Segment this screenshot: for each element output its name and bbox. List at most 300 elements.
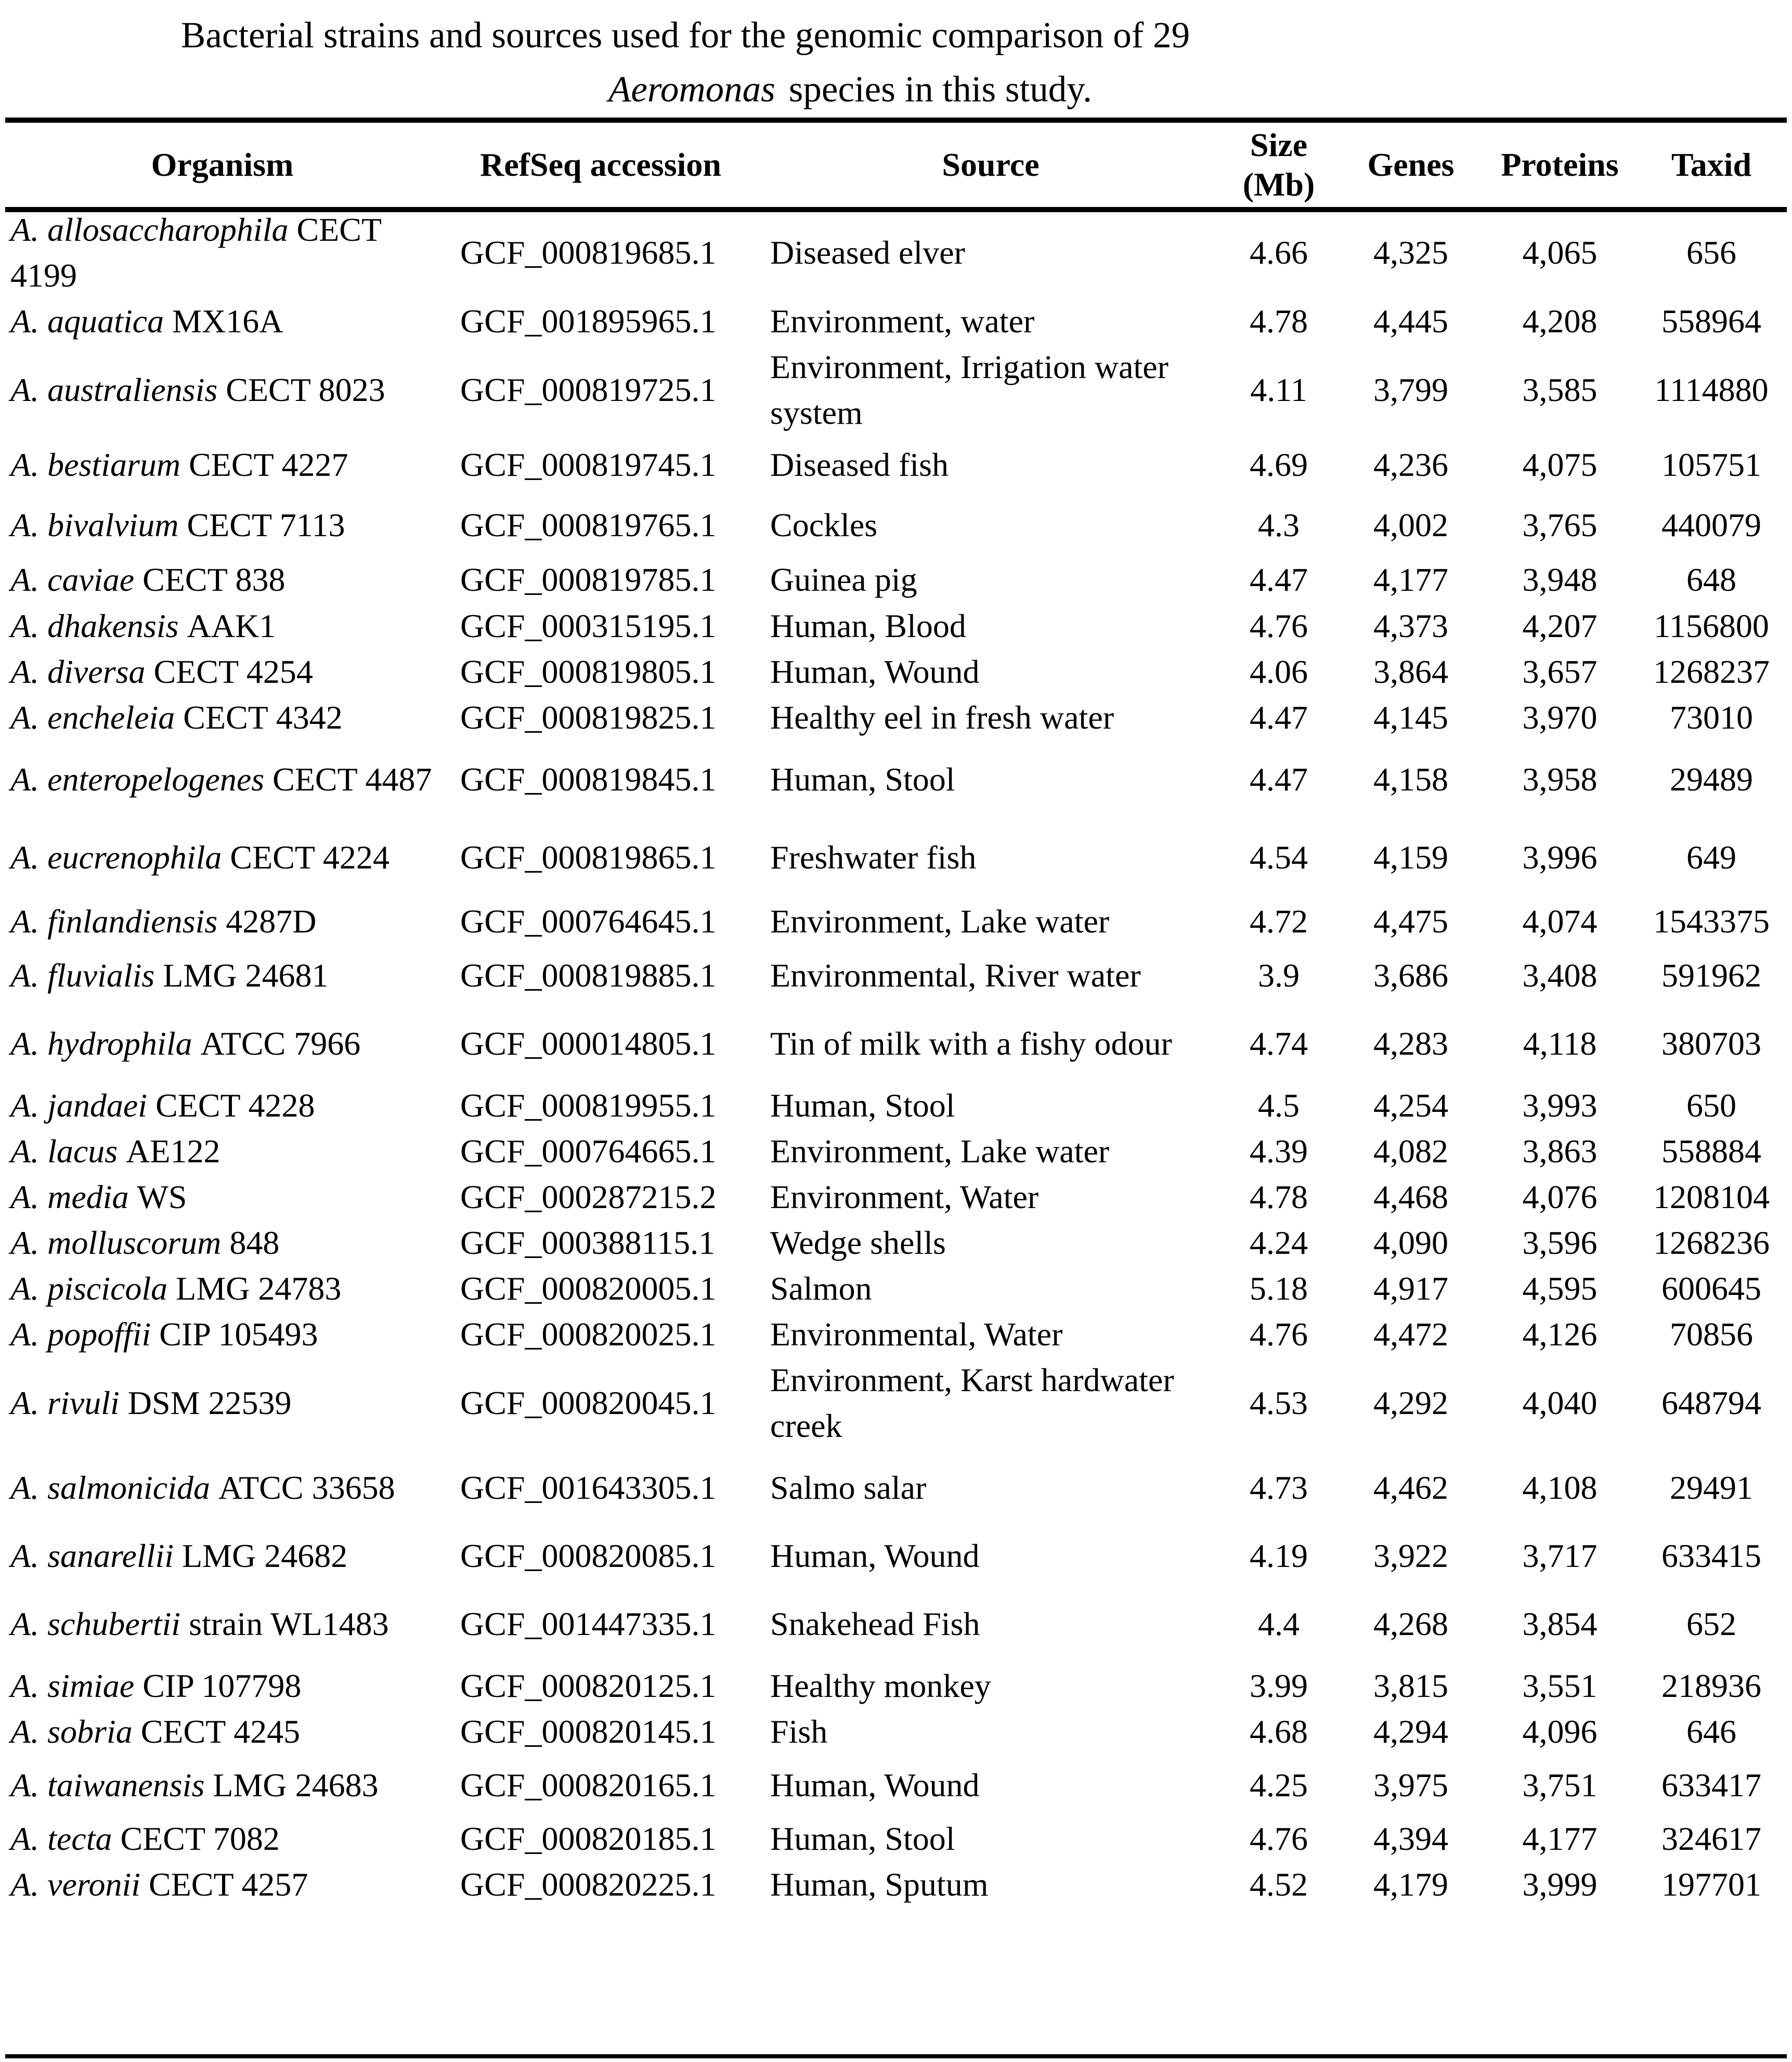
cell-taxid: 650 <box>1686 1087 1736 1124</box>
cell-size: 4.06 <box>1250 653 1308 690</box>
table-row <box>5 946 1787 1005</box>
table-row <box>5 741 1787 819</box>
strain-name: CECT 7082 <box>120 1820 280 1857</box>
species-name: A. finlandiensis <box>10 903 218 940</box>
cell-taxid: 105751 <box>1661 446 1761 483</box>
species-name: A. australiensis <box>10 371 218 408</box>
cell-refseq: GCF_001643305.1 <box>460 1469 717 1506</box>
strain-name: 4287D <box>226 903 317 940</box>
cell-source: Environment, Lake water <box>770 1133 1110 1170</box>
cell-proteins: 3,970 <box>1522 699 1598 736</box>
cell-proteins: 4,075 <box>1522 446 1598 483</box>
cell-proteins: 4,177 <box>1522 1820 1598 1857</box>
table-row <box>5 1220 1787 1266</box>
cell-refseq: GCF_000819955.1 <box>460 1087 717 1124</box>
cell-source: Snakehead Fish <box>770 1605 980 1642</box>
cell-refseq: GCF_000820165.1 <box>460 1767 717 1804</box>
cell-organism <box>5 1174 439 1220</box>
cell-proteins: 3,751 <box>1522 1767 1598 1804</box>
table-row <box>5 1174 1787 1220</box>
cell-refseq: GCF_000819785.1 <box>460 561 717 598</box>
cell-source: Environmental, Water <box>770 1316 1063 1353</box>
species-name: A. taiwanensis <box>10 1767 205 1804</box>
cell-size: 4.76 <box>1250 1820 1308 1857</box>
cell-refseq: GCF_001447335.1 <box>460 1605 717 1642</box>
cell-genes: 4,294 <box>1373 1713 1448 1750</box>
cell-taxid: 1208104 <box>1653 1178 1770 1215</box>
cell-source: Human, Blood <box>770 607 966 644</box>
cell-genes: 3,922 <box>1373 1537 1448 1574</box>
cell-taxid: 1156800 <box>1654 607 1769 644</box>
species-name: A. bestiarum <box>10 446 181 483</box>
cell-size: 4.19 <box>1250 1537 1308 1574</box>
cell-genes: 4,468 <box>1373 1178 1448 1215</box>
cell-refseq: GCF_000819885.1 <box>460 957 717 994</box>
cell-taxid: 70856 <box>1670 1316 1753 1353</box>
cell-source: Environment, Lake water <box>770 903 1110 940</box>
caption-line-2 <box>608 63 1092 115</box>
species-name: A. jandaei <box>10 1087 148 1124</box>
cell-refseq: GCF_000764665.1 <box>460 1133 717 1170</box>
cell-taxid: 1114880 <box>1654 371 1769 408</box>
table-row <box>5 1449 1787 1527</box>
cell-genes: 4,394 <box>1373 1820 1448 1857</box>
cell-source: Healthy monkey <box>770 1667 991 1704</box>
cell-source: Wedge shells <box>770 1224 946 1261</box>
cell-proteins: 4,207 <box>1522 607 1598 644</box>
cell-taxid: 648 <box>1686 561 1736 598</box>
cell-organism <box>5 299 439 344</box>
cell-proteins: 3,999 <box>1522 1866 1598 1903</box>
cell-organism <box>5 946 439 1005</box>
species-name: A. popoffii <box>10 1316 151 1353</box>
table-row <box>5 1129 1787 1174</box>
cell-taxid: 1268237 <box>1653 653 1770 690</box>
strain-name: WS <box>137 1178 187 1215</box>
strain-name: strain WL1483 <box>189 1605 389 1642</box>
header-source: Source <box>942 146 1040 183</box>
cell-size: 4.24 <box>1250 1224 1308 1261</box>
cell-genes: 4,236 <box>1373 446 1448 483</box>
cell-proteins: 3,657 <box>1522 653 1598 690</box>
cell-refseq: GCF_000820225.1 <box>460 1866 717 1903</box>
cell-source: Human, Stool <box>770 1087 955 1124</box>
cell-genes: 4,254 <box>1373 1087 1448 1124</box>
cell-taxid: 1543375 <box>1653 903 1770 940</box>
cell-source: Guinea pig <box>770 561 917 598</box>
cell-size: 4.76 <box>1250 1316 1308 1353</box>
table-row <box>5 1709 1787 1755</box>
cell-source: Environment, Water <box>770 1178 1039 1215</box>
strain-name: ATCC 7966 <box>200 1025 361 1062</box>
table-row <box>5 1312 1787 1357</box>
cell-size: 3.99 <box>1250 1667 1308 1704</box>
cell-source: Fish <box>770 1713 828 1750</box>
caption-line-2-rest: species in this study. <box>788 69 1092 110</box>
strain-name: CECT 4487 <box>272 761 432 798</box>
cell-refseq: GCF_000819745.1 <box>460 446 717 483</box>
cell-genes: 3,975 <box>1373 1767 1448 1804</box>
cell-proteins: 3,854 <box>1522 1605 1598 1642</box>
species-name: A. molluscorum <box>10 1224 222 1261</box>
table-row <box>5 1663 1787 1709</box>
strain-name: CECT 4245 <box>140 1713 301 1750</box>
header-organism: Organism <box>151 146 294 183</box>
cell-size: 4.11 <box>1250 371 1307 408</box>
cell-genes: 4,917 <box>1373 1270 1448 1307</box>
cell-organism <box>5 1663 439 1709</box>
cell-refseq: GCF_000819725.1 <box>460 371 717 408</box>
cell-taxid: 558884 <box>1661 1133 1761 1170</box>
strain-name: CECT 838 <box>142 561 285 598</box>
cell-refseq: GCF_000388115.1 <box>460 1224 716 1261</box>
cell-refseq: GCF_000819845.1 <box>460 761 717 798</box>
cell-genes: 4,462 <box>1373 1469 1448 1506</box>
table-row <box>5 494 1787 556</box>
cell-proteins: 3,863 <box>1522 1133 1598 1170</box>
strain-name: CECT 4228 <box>155 1087 315 1124</box>
strain-name: 848 <box>229 1224 280 1261</box>
cell-taxid: 218936 <box>1661 1667 1761 1704</box>
cell-refseq: GCF_000764645.1 <box>460 903 717 940</box>
cell-refseq: GCF_000819685.1 <box>460 234 717 271</box>
table-row <box>5 207 1787 299</box>
strain-name: CECT 4257 <box>149 1866 308 1903</box>
strain-name: DSM 22539 <box>127 1384 292 1421</box>
table-row <box>5 436 1787 494</box>
cell-proteins: 3,948 <box>1522 561 1598 598</box>
header-proteins: Proteins <box>1501 146 1619 183</box>
cell-size: 4.66 <box>1250 234 1308 271</box>
cell-proteins: 4,040 <box>1522 1384 1598 1421</box>
species-name: A. hydrophila <box>10 1025 192 1062</box>
cell-organism <box>5 1312 439 1357</box>
cell-taxid: 656 <box>1686 234 1736 271</box>
header-row <box>5 123 1787 207</box>
strain-name: CECT 4224 <box>230 839 389 876</box>
cell-size: 4.4 <box>1258 1605 1300 1642</box>
table-row <box>5 1585 1787 1663</box>
species-name: A. simiae <box>10 1667 135 1704</box>
species-name: A. media <box>10 1178 129 1215</box>
cell-refseq: GCF_001895965.1 <box>460 303 717 340</box>
cell-source: Environment, Karst hardwater creek <box>770 1361 1174 1444</box>
strain-name: CECT 4227 <box>189 446 348 483</box>
cell-organism <box>5 695 439 741</box>
header-taxid: Taxid <box>1671 146 1752 183</box>
strain-name: LMG 24682 <box>182 1537 348 1574</box>
table-row <box>5 695 1787 741</box>
cell-proteins: 3,408 <box>1522 957 1598 994</box>
cell-proteins: 4,118 <box>1523 1025 1597 1062</box>
cell-genes: 4,145 <box>1373 699 1448 736</box>
table-row <box>5 603 1787 649</box>
cell-refseq: GCF_000820045.1 <box>460 1384 717 1421</box>
table-row <box>5 344 1787 436</box>
cell-organism <box>5 1357 439 1449</box>
cell-size: 4.54 <box>1250 839 1308 876</box>
cell-organism <box>5 819 439 897</box>
cell-genes: 4,373 <box>1373 607 1448 644</box>
table-row <box>5 1527 1787 1585</box>
cell-proteins: 3,717 <box>1522 1537 1598 1574</box>
strain-name: LMG 24783 <box>176 1270 342 1307</box>
strain-name: MX16A <box>172 303 283 340</box>
strain-name: LMG 24681 <box>163 957 329 994</box>
cell-size: 4.47 <box>1250 761 1308 798</box>
strains-table <box>5 123 1787 1908</box>
species-name: A. tecta <box>10 1820 112 1857</box>
species-name: A. allosaccharophila <box>10 211 289 248</box>
cell-proteins: 4,108 <box>1522 1469 1598 1506</box>
species-name: A. dhakensis <box>10 607 179 644</box>
cell-source: Environment, water <box>770 303 1035 340</box>
species-name: A. eucrenophila <box>10 839 222 876</box>
species-name: A. sobria <box>10 1713 133 1750</box>
strain-name: LMG 24683 <box>213 1767 379 1804</box>
cell-source: Freshwater fish <box>770 839 977 876</box>
cell-refseq: GCF_000014805.1 <box>460 1025 717 1062</box>
table-row <box>5 1266 1787 1312</box>
cell-proteins: 3,551 <box>1522 1667 1598 1704</box>
cell-genes: 4,002 <box>1373 507 1448 543</box>
cell-proteins: 3,996 <box>1522 839 1598 876</box>
cell-size: 4.68 <box>1250 1713 1308 1750</box>
cell-source: Salmon <box>770 1270 872 1307</box>
cell-source: Human, Wound <box>770 1537 980 1574</box>
cell-taxid: 633417 <box>1661 1767 1761 1804</box>
species-name: A. fluvialis <box>10 957 155 994</box>
cell-size: 4.78 <box>1250 1178 1308 1215</box>
cell-size: 4.74 <box>1250 1025 1308 1062</box>
cell-refseq: GCF_000315195.1 <box>460 607 717 644</box>
cell-organism <box>5 556 439 603</box>
strain-name: CECT 4342 <box>183 699 343 736</box>
cell-size: 4.52 <box>1250 1866 1308 1903</box>
cell-organism <box>5 436 439 494</box>
cell-size: 4.47 <box>1250 561 1308 598</box>
header-size <box>1219 123 1338 207</box>
cell-genes: 4,159 <box>1373 839 1448 876</box>
table-row <box>5 299 1787 344</box>
table-row <box>5 1862 1787 1908</box>
table-row <box>5 897 1787 946</box>
table-row <box>5 556 1787 603</box>
cell-taxid: 646 <box>1686 1713 1736 1750</box>
cell-genes: 4,158 <box>1373 761 1448 798</box>
species-name: A. enteropelogenes <box>10 761 265 798</box>
cell-genes: 4,475 <box>1373 903 1448 940</box>
table-bottom-rule <box>5 2054 1787 2058</box>
cell-organism <box>5 1220 439 1266</box>
strain-name: CECT 4199 <box>10 211 381 294</box>
cell-genes: 3,864 <box>1373 653 1448 690</box>
strain-name: CIP 105493 <box>159 1316 318 1353</box>
cell-source: Diseased fish <box>770 446 949 483</box>
strain-name: AE122 <box>126 1133 220 1170</box>
cell-organism <box>5 1005 439 1083</box>
table-row <box>5 649 1787 695</box>
cell-genes: 3,815 <box>1373 1667 1448 1704</box>
cell-organism <box>5 1449 439 1527</box>
cell-organism <box>5 494 439 556</box>
cell-size: 4.39 <box>1250 1133 1308 1170</box>
species-name: A. bivalvium <box>10 507 179 543</box>
header-size-line2: (Mb) <box>1242 166 1315 203</box>
cell-genes: 3,799 <box>1373 371 1448 408</box>
cell-size: 4.78 <box>1250 303 1308 340</box>
cell-taxid: 648794 <box>1661 1384 1761 1421</box>
strain-name: CIP 107798 <box>142 1667 302 1704</box>
strain-name: ATCC 33658 <box>218 1469 395 1506</box>
cell-source: Human, Sputum <box>770 1866 989 1903</box>
header-genes: Genes <box>1367 146 1455 183</box>
cell-organism <box>5 1709 439 1755</box>
cell-organism <box>5 1816 439 1862</box>
cell-genes: 4,292 <box>1373 1384 1448 1421</box>
table-row <box>5 1083 1787 1129</box>
cell-proteins: 3,765 <box>1522 507 1598 543</box>
species-name: A. caviae <box>10 561 135 598</box>
cell-refseq: GCF_000819765.1 <box>460 507 717 543</box>
species-name: A. piscicola <box>10 1270 168 1307</box>
cell-refseq: GCF_000820005.1 <box>460 1270 717 1307</box>
cell-proteins: 4,208 <box>1522 303 1598 340</box>
cell-taxid: 591962 <box>1661 957 1761 994</box>
cell-taxid: 649 <box>1686 839 1736 876</box>
table-row <box>5 1005 1787 1083</box>
cell-size: 4.25 <box>1250 1767 1308 1804</box>
strain-name: CECT 8023 <box>226 371 385 408</box>
strain-name: CECT 7113 <box>187 507 345 543</box>
cell-size: 4.47 <box>1250 699 1308 736</box>
cell-organism <box>5 741 439 819</box>
cell-refseq: GCF_000820025.1 <box>460 1316 717 1353</box>
cell-proteins: 4,065 <box>1522 234 1598 271</box>
cell-taxid: 600645 <box>1661 1270 1761 1307</box>
cell-source: Diseased elver <box>770 234 965 271</box>
caption-genus: Aeromonas <box>608 69 775 110</box>
cell-proteins: 3,958 <box>1522 761 1598 798</box>
species-name: A. aquatica <box>10 303 164 340</box>
cell-refseq: GCF_000819805.1 <box>460 653 717 690</box>
table-row <box>5 1755 1787 1816</box>
table-header <box>5 123 1787 207</box>
species-name: A. salmonicida <box>10 1469 210 1506</box>
cell-source: Environmental, River water <box>770 957 1141 994</box>
cell-organism <box>5 1129 439 1174</box>
cell-proteins: 4,595 <box>1522 1270 1598 1307</box>
cell-genes: 4,268 <box>1373 1605 1448 1642</box>
cell-taxid: 73010 <box>1670 699 1753 736</box>
cell-organism <box>5 1585 439 1663</box>
cell-organism <box>5 603 439 649</box>
cell-refseq: GCF_000819865.1 <box>460 839 717 876</box>
caption-line-1: Bacterial strains and sources used for the genomic comparison of 29 <box>181 15 1190 56</box>
cell-organism <box>5 1527 439 1585</box>
cell-genes: 4,179 <box>1373 1866 1448 1903</box>
cell-refseq: GCF_000820125.1 <box>460 1667 717 1704</box>
header-refseq: RefSeq accession <box>480 146 721 183</box>
species-name: A. sanarellii <box>10 1537 174 1574</box>
cell-taxid: 29491 <box>1670 1469 1753 1506</box>
header-size-line1: Size <box>1250 126 1308 163</box>
cell-proteins: 3,585 <box>1522 371 1598 408</box>
table-row <box>5 819 1787 897</box>
cell-genes: 3,686 <box>1373 957 1448 994</box>
species-name: A. schubertii <box>10 1605 181 1642</box>
cell-source: Human, Stool <box>770 1820 955 1857</box>
cell-organism <box>5 1862 439 1908</box>
species-name: A. encheleia <box>10 699 175 736</box>
cell-organism <box>5 897 439 946</box>
strain-name: AAK1 <box>187 607 276 644</box>
table-row <box>5 1357 1787 1449</box>
cell-source: Environment, Irrigation water system <box>770 348 1168 431</box>
species-name: A. diversa <box>10 653 146 690</box>
cell-refseq: GCF_000287215.2 <box>460 1178 717 1215</box>
cell-refseq: GCF_000820085.1 <box>460 1537 717 1574</box>
cell-proteins: 4,096 <box>1522 1713 1598 1750</box>
cell-organism <box>5 207 439 299</box>
cell-genes: 4,325 <box>1373 234 1448 271</box>
cell-taxid: 380703 <box>1661 1025 1761 1062</box>
cell-refseq: GCF_000820145.1 <box>460 1713 717 1750</box>
cell-source: Human, Wound <box>770 653 980 690</box>
species-name: A. lacus <box>10 1133 118 1170</box>
cell-source: Human, Stool <box>770 761 955 798</box>
cell-size: 4.73 <box>1250 1469 1308 1506</box>
cell-size: 4.5 <box>1258 1087 1300 1124</box>
cell-taxid: 29489 <box>1670 761 1753 798</box>
cell-source: Human, Wound <box>770 1767 980 1804</box>
cell-proteins: 4,074 <box>1522 903 1598 940</box>
cell-refseq: GCF_000819825.1 <box>460 699 717 736</box>
cell-proteins: 4,076 <box>1522 1178 1598 1215</box>
cell-size: 5.18 <box>1250 1270 1308 1307</box>
strain-name: CECT 4254 <box>153 653 313 690</box>
table-row <box>5 1816 1787 1862</box>
cell-taxid: 440079 <box>1661 507 1761 543</box>
cell-proteins: 3,596 <box>1522 1224 1598 1261</box>
cell-refseq: GCF_000820185.1 <box>460 1820 717 1857</box>
cell-size: 4.72 <box>1250 903 1308 940</box>
cell-size: 4.3 <box>1258 507 1300 543</box>
cell-organism <box>5 649 439 695</box>
cell-size: 4.76 <box>1250 607 1308 644</box>
cell-organism <box>5 1755 439 1816</box>
cell-proteins: 3,993 <box>1522 1087 1598 1124</box>
cell-taxid: 558964 <box>1661 303 1761 340</box>
cell-source: Tin of milk with a fishy odour <box>770 1025 1172 1062</box>
cell-source: Cockles <box>770 507 878 543</box>
table-body <box>5 207 1787 1908</box>
cell-genes: 4,445 <box>1373 303 1448 340</box>
cell-source: Salmo salar <box>770 1469 927 1506</box>
cell-genes: 4,090 <box>1373 1224 1448 1261</box>
cell-genes: 4,283 <box>1373 1025 1448 1062</box>
cell-taxid: 197701 <box>1661 1866 1761 1903</box>
cell-organism <box>5 1083 439 1129</box>
cell-size: 3.9 <box>1258 957 1300 994</box>
table-top-rule <box>5 118 1787 123</box>
cell-genes: 4,177 <box>1373 561 1448 598</box>
cell-organism <box>5 344 439 436</box>
cell-size: 4.53 <box>1250 1384 1308 1421</box>
species-name: A. rivuli <box>10 1384 120 1421</box>
cell-genes: 4,472 <box>1373 1316 1448 1353</box>
species-name: A. veronii <box>10 1866 140 1903</box>
